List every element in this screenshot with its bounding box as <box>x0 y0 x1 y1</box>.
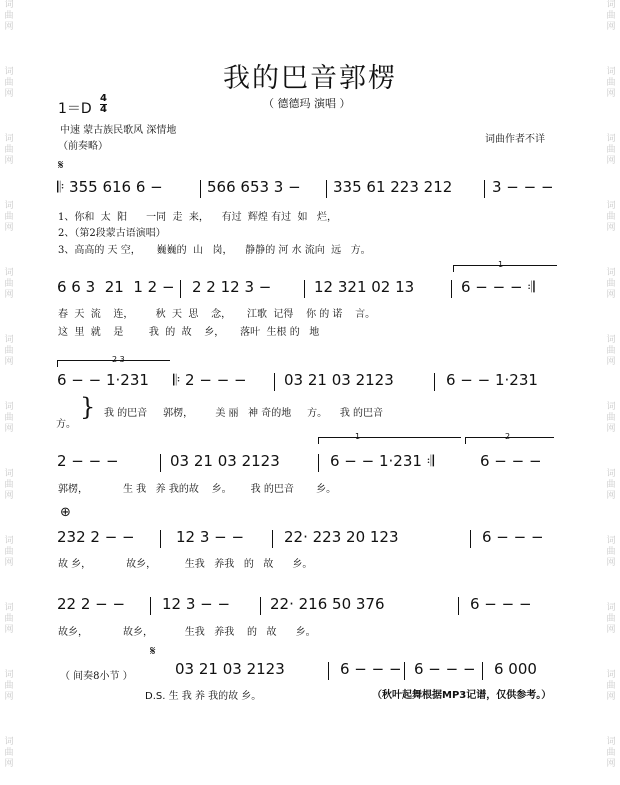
measure: 6 − − − <box>414 660 476 678</box>
measure: 6 − − 1·231 <box>446 371 538 389</box>
measure: 12 3 − − <box>176 528 245 546</box>
barline <box>404 662 405 680</box>
lyric-ending: 方。 <box>56 419 76 430</box>
measure: 6 − − − <box>480 452 542 470</box>
lyric-verse-3: 3、高高的 天 空， 巍巍的 山 岗， 静静的 河 水 流向 远 方。 <box>58 245 371 256</box>
time-signature-bottom: 4 <box>100 104 107 115</box>
segno-icon: 𝄋 <box>150 644 156 659</box>
measure: 6 − − 1·231 𝄇 <box>330 452 434 470</box>
barline <box>272 530 273 548</box>
time-signature-top: 4 <box>100 93 107 104</box>
barline <box>160 454 161 472</box>
tempo-marking: 中速 蒙古族民歌风 深情地 <box>60 125 177 136</box>
barline <box>470 530 471 548</box>
barline <box>200 180 201 198</box>
lyric-verse-1: 春 天 流 连， 秋 天 思 念， 江歌 记得 你 的 诺 言。 <box>58 309 376 320</box>
measure: 6 − − − <box>470 595 532 613</box>
coda-icon: ⊕ <box>60 505 71 520</box>
measure: 𝄆 355 616 6 − <box>57 178 163 196</box>
barline <box>304 280 305 298</box>
lyric-coda: 故乡， 故乡， 生我 养我 的 故 乡。 <box>58 627 316 638</box>
measure: 2 2 12 3 − <box>192 278 272 296</box>
measure: 6 − − − 𝄇 <box>461 278 535 296</box>
measure: 12 321 02 13 <box>314 278 415 296</box>
measure: 566 653 3 − <box>207 178 301 196</box>
lyric-verse-3: 这 里 就 是 我 的 故 乡， 落叶 生根 的 地 <box>58 327 320 338</box>
barline <box>326 180 327 198</box>
barline <box>328 662 329 680</box>
measure: 6 000 <box>494 660 537 678</box>
measure: 6 − − − <box>482 528 544 546</box>
barline <box>434 373 435 391</box>
barline <box>458 597 459 615</box>
watermark-left: 词曲网 词曲网 词曲网 词曲网 词曲网 词曲网 词曲网 词曲网 词曲网 词曲网 词曲网 词曲网 <box>4 0 14 769</box>
measure: 22· 216 50 376 <box>270 595 385 613</box>
measure: 3 − − − <box>492 178 554 196</box>
volta-number: 2 <box>505 432 511 441</box>
measure: 22 2 − − <box>57 595 126 613</box>
key-signature: 1＝D <box>58 101 92 117</box>
lyric-verse-1: 1、你和 太 阳 一同 走 来， 有过 辉煌 有过 如 烂， <box>58 212 338 223</box>
measure: 03 21 03 2123 <box>170 452 280 470</box>
volta-bracket <box>453 265 557 272</box>
measure: 03 21 03 2123 <box>284 371 394 389</box>
lyric-chorus: 郭楞， 生 我 养 我的故 乡。 我 的巴音 乡。 <box>58 484 337 495</box>
barline <box>484 180 485 198</box>
lyric-verse-2: 2、（第2段蒙古语演唱） <box>58 228 166 239</box>
transcription-note: （秋叶起舞根据MP3记谱，仅供参考。） <box>372 690 552 701</box>
composer-credit: 词曲作者不详 <box>485 134 545 145</box>
lyric-brace: } <box>80 393 96 421</box>
volta-number: 2 3 <box>112 355 125 364</box>
barline <box>260 597 261 615</box>
barline <box>318 454 319 472</box>
lyric-chorus: 我 的巴音 郭楞， 美 丽 神 奇的地 方。 我 的巴音 <box>104 408 384 419</box>
measure: 12 3 − − <box>162 595 231 613</box>
measure: 2 − − − <box>57 452 119 470</box>
volta-bracket-1 <box>318 437 461 444</box>
segno-icon: 𝄋 <box>58 158 64 173</box>
watermark-right: 词曲网 词曲网 词曲网 词曲网 词曲网 词曲网 词曲网 词曲网 词曲网 词曲网 词曲网 词曲网 <box>606 0 616 769</box>
measure: 𝄆 2 − − − <box>173 371 247 389</box>
measure: 232 2 − − <box>57 528 135 546</box>
measure: 6 − − 1·231 <box>57 371 149 389</box>
measure: 22· 223 20 123 <box>284 528 399 546</box>
ds-lyric: D.S. 生 我 养 我的故 乡。 <box>145 691 262 702</box>
interlude-note: （ 间奏8小节 ） <box>60 671 133 682</box>
prelude-note: （前奏略） <box>58 141 108 152</box>
singer-credit: （ 德德玛 演唱 ） <box>263 97 351 110</box>
measure: 6 6 3 21 1 2 − <box>57 278 175 296</box>
barline <box>274 373 275 391</box>
barline <box>482 662 483 680</box>
barline <box>160 530 161 548</box>
barline <box>451 280 452 298</box>
song-title: 我的巴音郭楞 <box>223 63 397 94</box>
lyric-coda: 故 乡， 故乡， 生我 养我 的 故 乡。 <box>58 559 313 570</box>
measure: 6 − − − <box>340 660 402 678</box>
volta-number: 1 <box>498 260 504 269</box>
volta-number: 1 <box>355 432 361 441</box>
time-signature <box>100 94 107 115</box>
barline <box>180 280 181 298</box>
barline <box>150 597 151 615</box>
measure: 03 21 03 2123 <box>175 660 285 678</box>
measure: 335 61 223 212 <box>333 178 453 196</box>
